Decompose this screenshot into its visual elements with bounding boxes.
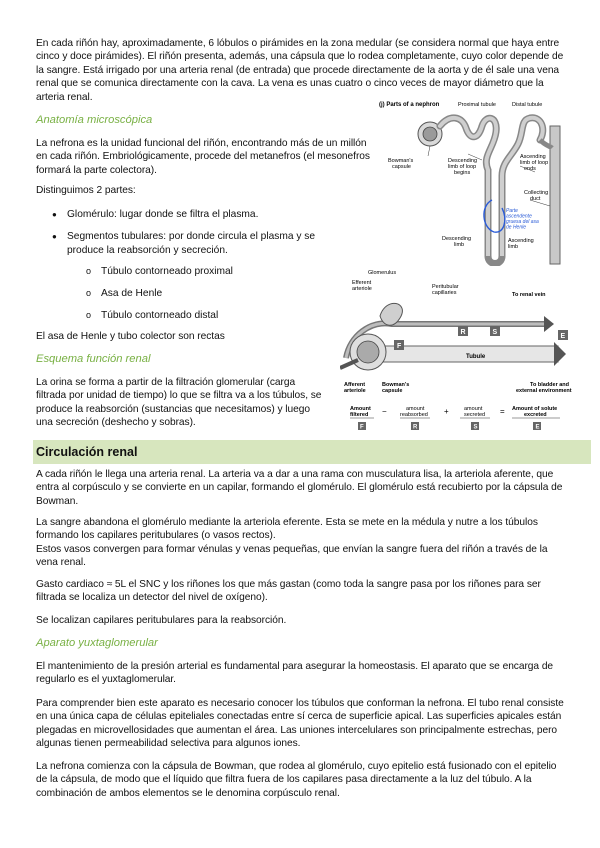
yuxta-p3: La nefrona comienza con la cápsula de Bowman, que rodea al glomérulo, cuyo epitelio está fusionado con el epitelio de la cápsula, de modo que el líquido que filtra fuera de los capilares pasa directamente a la luz del túbulo. A la combinación de ambos elementos se le denomina corpúsculo renal. (36, 761, 557, 799)
circulation-p5: Se localizan capilares peritubulares para la reabsorción. (36, 615, 287, 626)
label-distal-tubule: Distal tubule (512, 102, 543, 108)
anatomy-paragraph: La nefrona es la unidad funcional del riñón, encontrando más de un millón en cada riñón. Embriológicamente, procede del metanefros (el mesonefros formará la parte colectora). (36, 138, 370, 176)
label-bowmans-capsule: Bowman's capsule (388, 158, 414, 170)
sub-item-proximal: o Túbulo contorneado proximal (86, 265, 306, 287)
circulation-p1: A cada riñón le llega una arteria renal. La arteria va a dar a una rama con musculatura lisa, la arteriola aferente, que entra al corpúsculo y se convierte en un capilar, formando el glomérulo. El glomérulo está recubierto por la cápsula de Bowman. (36, 469, 563, 507)
eq-op-equals: = (500, 407, 505, 416)
parts-bullet-list (52, 208, 352, 257)
function-paragraph: La orina se forma a partir de la filtración glomerular (carga filtrada por unidad de tiempo) lo que se filtra va a los túbulos, se produce la reabsorción (sustancias que necesitamos) y luego una secreción (deshecho y sobras). (36, 377, 322, 429)
svg-text:F: F (397, 343, 402, 350)
nephron-figure-title: (j) Parts of a nephron (379, 102, 440, 108)
marker-s (490, 326, 500, 336)
eq-term-secreted: amount secreted (464, 406, 486, 418)
eq-op-minus: − (382, 407, 387, 416)
marker-e (558, 330, 568, 340)
intro-paragraph: En cada riñón hay, aproximadamente, 6 lóbulos o pirámides en la zona medular (se considera normal que haya entre cinco y doce pirámides). El riñón presenta, además, una cápsula que lo rodea completamente, cuyo color depende de la sangre. Está irrigado por una arteria renal (de entrada) que procede directamente de la aorta y de él sale una vena renal que se comunica directamente con la cava. La vena es unas cuatro o cinco veces de mayor diámetro que la arteria renal. (36, 38, 564, 103)
eq-term-excreted: Amount of solute excreted (512, 406, 558, 418)
label-collecting-duct: Collecting duct (524, 190, 549, 202)
yuxta-p2: Para comprender bien este aparato es necesario conocer los túbulos que conforman la nefrona. El tubo renal consiste en una única capa de células epiteliales conectadas entre sí cerca de superficie apical. Las superficies apicales están plegadas en microvellosidades que aumentan el área. Las uniones intercelulares son principalmente estrechas, pero algunas tienen permeabilidad selectiva para algunos iones. (36, 698, 564, 750)
label-proximal-tubule: Proximal tubule (458, 102, 496, 108)
bullet-segmentos: ● Segmentos tubulares: por donde circula el plasma y se produce la reabsorción y secreción. (52, 230, 352, 257)
nephron-figure (370, 96, 590, 268)
circulation-p4: Gasto cardiaco ≈ 5L el SNC y los riñones los que más gastan (como toda la sangre pasa por los riñones para ser filtrada se localiza un detector del nivel de oxígeno). (36, 579, 541, 604)
eq-term-filtered: Amount filtered (350, 406, 371, 418)
tubule-sub-list (86, 265, 306, 331)
bullet-glomerulo: ● Glomérulo: lugar donde se filtra el plasma. (52, 208, 352, 221)
label-ascending-ends: Ascending limb of loop ends (520, 154, 549, 172)
parts-intro: Distinguimos 2 partes: (36, 185, 136, 196)
handwritten-note: Parte ascendente gruesa del asa de Henle (506, 208, 539, 231)
label-ascending-limb: Ascending limb (508, 238, 534, 250)
yuxta-p1: El mantenimiento de la presión arterial es fundamental para asegurar la homeostasis. El aparato que se encarga de regularlo es el yuxtaglomerular. (36, 661, 554, 686)
label-tubule: Tubule (466, 354, 486, 360)
eq-term-reabsorbed: amount reabsorbed (400, 406, 428, 418)
svg-text:R: R (460, 329, 466, 336)
anatomy-heading: Anatomía microscópica (36, 114, 153, 126)
svg-text:F: F (360, 424, 364, 431)
circulation-p2: La sangre abandona el glomérulo mediante la arteriola eferente. Esta se mete en la médula y nutre a los túbulos formando los capilares peritubulares (o vasos rectos). (36, 517, 538, 542)
function-heading: Esquema función renal (36, 353, 151, 365)
sub-item-henle: o Asa de Henle (86, 287, 306, 309)
sub-item-distal: o Túbulo contorneado distal (86, 309, 306, 331)
label-to-renal-vein: To renal vein (512, 292, 546, 298)
svg-text:E: E (560, 333, 566, 340)
yuxta-heading: Aparato yuxtaglomerular (36, 637, 158, 649)
circulation-p3: Estos vasos convergen para formar vénulas y venas pequeñas, que envían la sangre fuera del riñón a través de la vena renal. (36, 544, 548, 569)
eq-op-plus: + (444, 407, 449, 416)
label-glomerulus: Glomerulus (368, 270, 397, 276)
label-to-bladder: To bladder and external environment (516, 382, 572, 394)
svg-text:S: S (473, 424, 478, 431)
label-peritubular: Peritubular capillaries (432, 284, 459, 296)
svg-text:R: R (413, 424, 418, 431)
svg-text:S: S (492, 329, 498, 336)
marker-f (394, 340, 404, 350)
svg-text:E: E (535, 424, 540, 431)
label-efferent-arteriole: Efferent arteriole (352, 280, 372, 292)
anatomy-closing: El asa de Henle y tubo colector son rectas (36, 331, 225, 342)
label-afferent-arteriole: Afferent arteriole (344, 382, 366, 394)
label-descending-limb: Descending limb (442, 236, 472, 248)
renal-function-figure (340, 266, 590, 438)
label-descending-begins: Descending limb of loop begins (448, 158, 478, 176)
label-bowmans-capsule-2: Bowman's capsule (382, 382, 410, 394)
circulation-section-title: Circulación renal (33, 440, 591, 464)
marker-r (458, 326, 468, 336)
